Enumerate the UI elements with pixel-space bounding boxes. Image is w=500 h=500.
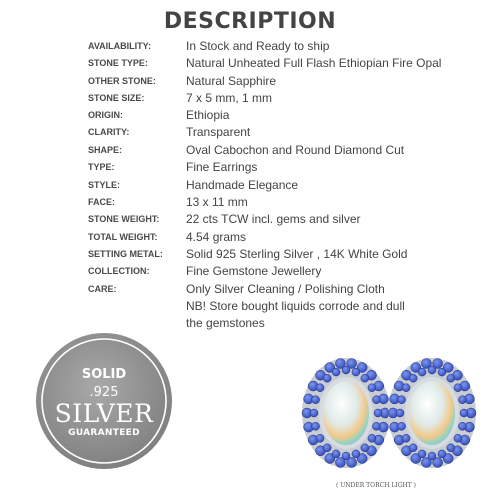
spec-value: the gemstones xyxy=(186,316,265,330)
sapphire-stone xyxy=(352,368,360,376)
sapphire-stone xyxy=(342,366,350,374)
spec-label: SHAPE: xyxy=(88,145,123,155)
spec-value: 7 x 5 mm, 1 mm xyxy=(186,91,273,105)
sapphire-stone xyxy=(447,444,455,452)
spec-label: CLARITY: xyxy=(88,127,130,137)
badge-guaranteed-text: GUARANTEED xyxy=(68,428,140,438)
spec-row xyxy=(0,264,500,281)
spec-value: NB! Store bought liquids corrode and dull xyxy=(186,299,405,313)
sapphire-stone xyxy=(418,368,426,376)
sapphire-stone xyxy=(372,422,380,430)
sapphire-stone xyxy=(409,374,417,382)
spec-label: STYLE: xyxy=(88,180,121,190)
spec-value: Ethiopia xyxy=(186,108,230,122)
spec-label: ORIGIN: xyxy=(88,110,123,120)
spec-value: Only Silver Cleaning / Polishing Cloth xyxy=(186,282,385,296)
spec-row xyxy=(0,56,500,73)
spec-value: In Stock and Ready to ship xyxy=(186,39,330,53)
spec-value: Transparent xyxy=(186,125,251,139)
sapphire-stone xyxy=(438,450,446,458)
spec-row xyxy=(0,230,500,247)
sapphire-stone xyxy=(312,422,320,430)
silver-badge xyxy=(34,331,174,471)
sapphire-stone xyxy=(454,434,462,442)
sapphire-stone xyxy=(352,450,360,458)
earrings-photo xyxy=(296,355,486,480)
opal-stone xyxy=(409,381,455,445)
sapphire-stone xyxy=(323,444,331,452)
sapphire-stone xyxy=(438,368,446,376)
sapphire-stone xyxy=(402,434,410,442)
sapphire-stone xyxy=(409,444,417,452)
sapphire-stone xyxy=(312,396,320,404)
sapphire-stone xyxy=(428,452,436,460)
spec-label: CARE: xyxy=(88,284,117,294)
spec-row xyxy=(0,143,500,160)
spec-row xyxy=(0,160,500,177)
sapphire-stone xyxy=(368,434,376,442)
spec-row xyxy=(0,282,500,299)
sapphire-stone xyxy=(332,368,340,376)
spec-label: STONE SIZE: xyxy=(88,93,145,103)
spec-row xyxy=(0,39,500,56)
sapphire-stone xyxy=(361,444,369,452)
sapphire-stone xyxy=(418,450,426,458)
page-title: DESCRIPTION xyxy=(163,9,337,34)
spec-value: Oval Cabochon and Round Diamond Cut xyxy=(186,143,405,157)
spec-label: SETTING METAL: xyxy=(88,249,163,259)
spec-label: AVAILABILITY: xyxy=(88,41,151,51)
sapphire-stone xyxy=(398,422,406,430)
sapphire-stone xyxy=(428,366,436,374)
sapphire-stone xyxy=(374,409,382,417)
spec-row xyxy=(0,125,500,142)
sapphire-stone xyxy=(323,374,331,382)
spec-row xyxy=(0,108,500,125)
sapphire-stone xyxy=(361,374,369,382)
sapphire-stone xyxy=(316,434,324,442)
spec-row xyxy=(0,91,500,108)
badge-solid-text: SOLID xyxy=(81,367,127,382)
spec-value: Handmade Elegance xyxy=(186,178,299,192)
left-earring xyxy=(302,358,390,468)
spec-row xyxy=(0,247,500,264)
spec-row xyxy=(0,212,500,229)
spec-label: OTHER STONE: xyxy=(88,76,156,86)
sapphire-stone xyxy=(310,409,318,417)
spec-value: Solid 925 Sterling Silver , 14K White Gold xyxy=(186,247,408,261)
spec-value: 4.54 grams xyxy=(186,230,247,244)
sapphire-stone xyxy=(372,396,380,404)
sapphire-stone xyxy=(460,409,468,417)
sapphire-stone xyxy=(342,452,350,460)
photo-caption: ( UNDER TORCH LIGHT ) xyxy=(336,482,416,489)
spec-value: Natural Unheated Full Flash Ethiopian Fire Opal xyxy=(186,56,442,70)
spec-row xyxy=(0,195,500,212)
badge-925-text: .925 xyxy=(89,385,119,400)
spec-label: TOTAL WEIGHT: xyxy=(88,232,158,242)
sapphire-stone xyxy=(458,422,466,430)
opal-stone xyxy=(323,381,369,445)
sapphire-stone xyxy=(458,396,466,404)
spec-value: Natural Sapphire xyxy=(186,74,277,88)
spec-row xyxy=(0,299,500,316)
sapphire-stone xyxy=(396,409,404,417)
sapphire-stone xyxy=(316,384,324,392)
sapphire-stone xyxy=(332,450,340,458)
spec-value: 13 x 11 mm xyxy=(186,195,248,209)
spec-label: TYPE: xyxy=(88,162,115,172)
right-earring xyxy=(388,358,476,468)
spec-value: Fine Earrings xyxy=(186,160,258,174)
sapphire-stone xyxy=(398,396,406,404)
spec-row xyxy=(0,74,500,91)
sapphire-stone xyxy=(454,384,462,392)
spec-label: COLLECTION: xyxy=(88,266,150,276)
sapphire-stone xyxy=(368,384,376,392)
sapphire-stone xyxy=(402,384,410,392)
spec-value: 22 cts TCW incl. gems and silver xyxy=(186,212,361,226)
sapphire-stone xyxy=(447,374,455,382)
spec-label: STONE WEIGHT: xyxy=(88,214,160,224)
spec-row xyxy=(0,178,500,195)
spec-value: Fine Gemstone Jewellery xyxy=(186,264,322,278)
spec-label: STONE TYPE: xyxy=(88,58,148,68)
badge-silver-text: SILVER xyxy=(54,399,154,428)
spec-label: FACE: xyxy=(88,197,115,207)
